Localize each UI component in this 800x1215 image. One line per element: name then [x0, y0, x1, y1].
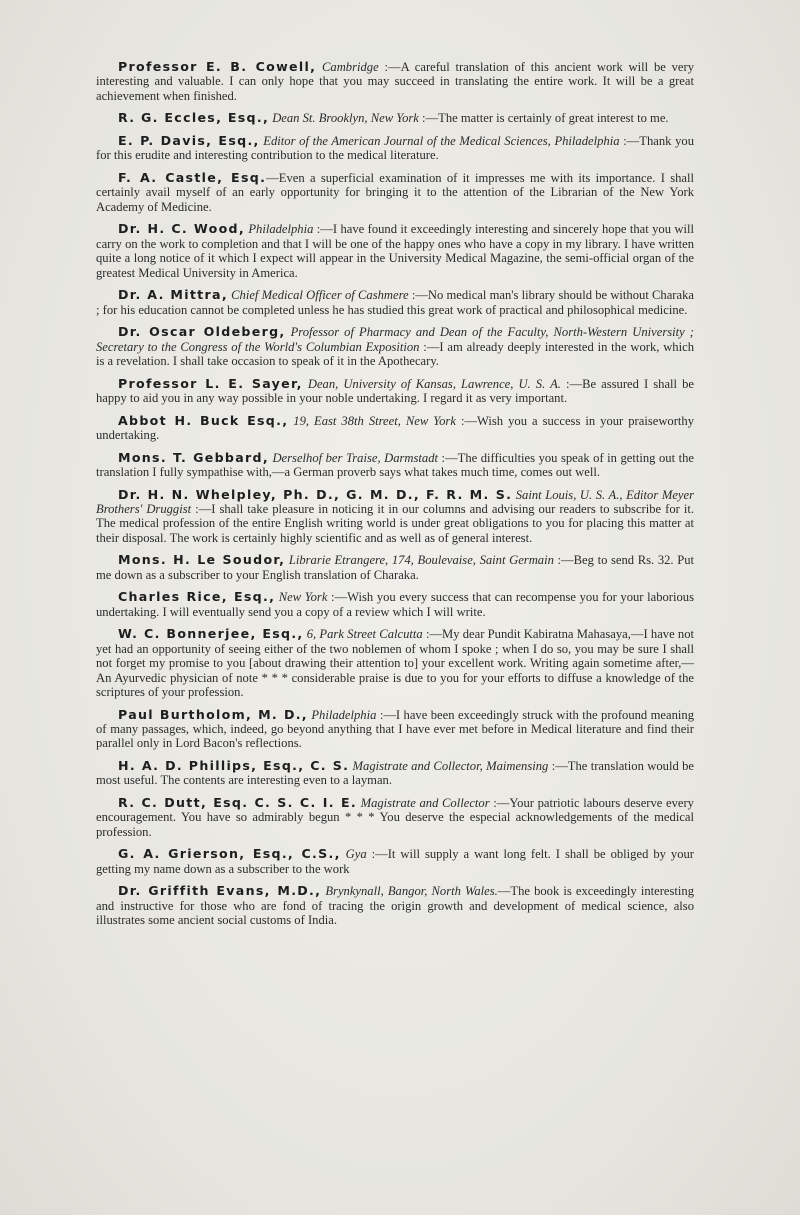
testimonial-text: :—Be assured I shall be happy to aid you in any way possible in your noble undertaking. I regard it as very important.	[96, 376, 694, 406]
testimonial	[96, 708, 694, 751]
person-title: Chief Medical Officer of Cashmere	[231, 288, 409, 303]
person-name: Dr. Oscar Oldeberg,	[118, 324, 286, 340]
testimonial-text: :—I am already deeply interested in the work, which is a revelation. I shall take occasion to speak of it in the Apothecary.	[96, 339, 694, 369]
person-name: W. C. Bonnerjee, Esq.,	[118, 626, 304, 642]
testimonial-text: :—I have been exceedingly struck with the profound meaning of many passages, which, indeed, go beyond anything that I have ever met before in Medical literature and find their parallel only in Lord Bacon's reflections.	[96, 707, 694, 751]
testimonial-text: :—My dear Pundit Kabiratna Mahasaya,—I have not yet had an opportunity of seeing either of the two noblemen of whom I spoke ; when I do so, you may be sure I shall not forget my promise to you [about drawing their attention to] your excellent work. Writing again sometime after,—An Ayurvedic physician of note * * * considerable praise is due to you for your efforts to diffuse a knowledge of the scriptures of your profession.	[96, 627, 695, 700]
person-title: Philadelphia	[248, 222, 314, 237]
testimonial-text: —Even a superficial examination of it impresses me with its importance. I shall certainly avail myself of an early opportunity for bringing it to the attention of the Librarian of the New York Academy of Medicine.	[96, 171, 694, 214]
person-title: Derselhof ber Traise, Darmstadt	[272, 450, 438, 465]
testimonial	[96, 414, 694, 443]
testimonial-text: :—I have found it exceedingly interesting and sincerely hope that you will carry on the work to completion and that I will be one of the happy ones who have a copy in my library. I have written quite a long notice of it which I expect will appear in the University Medical Magazine, the semi-official organ of the greatest Medical University in America.	[96, 222, 694, 280]
person-name: Mons. T. Gebbard,	[118, 449, 269, 465]
testimonial	[96, 627, 694, 699]
testimonial-text: :—Beg to send Rs. 32. Put me down as a subscriber to your English translation of Charaka.	[96, 553, 695, 582]
person-title: Dean St. Brooklyn, New York	[272, 111, 419, 126]
person-title: Editor of the American Journal of the Medical Sciences, Philadelphia	[263, 134, 620, 148]
person-name: Charles Rice, Esq.,	[118, 589, 276, 605]
testimonial	[96, 488, 694, 546]
testimonial	[96, 222, 694, 280]
person-title: Saint Louis, U. S. A., Editor Meyer Brothers' Druggist	[96, 487, 694, 517]
testimonial-text: :—The matter is certainly of great interest to me.	[422, 111, 669, 126]
person-name: Mons. H. Le Soudor,	[118, 552, 286, 568]
person-name: Professor L. E. Sayer,	[118, 375, 303, 391]
person-name: Dr. A. Mittra,	[118, 287, 228, 303]
testimonial-text: :—Thank you for this erudite and interesting contribution to the medical literature.	[96, 134, 695, 163]
person-name: E. P. Davis, Esq.,	[118, 133, 260, 148]
testimonial	[96, 796, 694, 839]
person-title: Magistrate and Collector	[360, 796, 490, 811]
testimonial	[96, 288, 694, 317]
person-title: Professor of Pharmacy and Dean of the Faculty, North-Western University ; Secretary to the Congress of the World's Columbian Exposition	[96, 325, 694, 354]
person-name: R. C. Dutt, Esq. C. S. C. I. E.	[118, 795, 357, 811]
person-name: Dr. H. N. Whelpley, Ph. D., G. M. D., F. R. M. S.	[118, 486, 513, 502]
person-name: Professor E. B. Cowell,	[118, 59, 317, 74]
testimonial-text: :—Wish you every success that can recompense you for your laborious undertaking. I will eventually send you a copy of a review which I will write.	[96, 590, 694, 619]
testimonial-text: :—The difficulties you speak of in getting out the translation I fully sympathise with,—a German proverb says what takes much time, comes out well.	[96, 450, 694, 480]
testimonial	[96, 111, 694, 125]
person-title: New York	[278, 590, 328, 605]
person-title: Philadelphia	[311, 707, 377, 722]
person-name: H. A. D. Phillips, Esq., C. S.	[118, 758, 350, 774]
testimonial-text: :—Your patriotic labours deserve every encouragement. You have so admirably begun * * * You deserve the especial acknowledgements of the medical profession.	[96, 796, 694, 839]
person-name: G. A. Grierson, Esq., C.S.,	[118, 846, 341, 862]
testimonial-text: :—I shall take pleasure in noticing it in our columns and advising our readers to subscribe for it. The medical profession of the entire English writing world is under great obligations to you for placing this matter at their disposal. The work is certainly highly scientific and as well as of general interest.	[96, 502, 694, 545]
person-title: Magistrate and Collector, Maimensing	[352, 759, 549, 774]
person-title: 6, Park Street Calcutta	[306, 627, 423, 642]
person-name: Dr. Griffith Evans, M.D.,	[118, 883, 322, 899]
testimonial-text: :—Wish you a success in your praiseworthy undertaking.	[96, 413, 694, 443]
testimonial	[96, 590, 694, 619]
testimonial	[96, 377, 694, 406]
person-name: Abbot H. Buck Esq.,	[118, 412, 289, 428]
person-name: F. A. Castle, Esq.	[118, 170, 267, 185]
person-name: Dr. H. C. Wood,	[118, 221, 245, 237]
person-title: Dean, University of Kansas, Lawrence, U. S. A.	[307, 376, 561, 391]
testimonial-text: :—No medical man's library should be without Charaka ; for his education cannot be completed unless he has studied this great work of practical and philosophical medicine.	[96, 288, 694, 317]
person-name: Paul Burtholom, M. D.,	[118, 706, 308, 722]
testimonial	[96, 325, 694, 368]
testimonial	[96, 847, 694, 876]
person-title: Librarie Etrangere, 174, Boulevaise, Saint Germain	[288, 553, 554, 568]
testimonial-text: :—A careful translation of this ancient work will be very interesting and valuable. I can only hope that you may succeed in translating the entire work. It will be a great achievement when finished.	[96, 60, 694, 103]
testimonial	[96, 60, 694, 103]
testimonial	[96, 759, 694, 788]
person-title: 19, East 38th Street, New York	[293, 413, 456, 428]
person-name: R. G. Eccles, Esq.,	[118, 110, 270, 126]
testimonial	[96, 884, 694, 927]
testimonial	[96, 451, 694, 480]
person-title: Cambridge	[322, 60, 379, 74]
testimonial	[96, 171, 694, 214]
testimonial-text: :—The translation would be most useful. The contents are interesting even to a layman.	[96, 759, 694, 788]
testimonials	[96, 60, 694, 936]
testimonial	[96, 553, 694, 582]
person-title: Brynkynall, Bangor, North Wales.	[325, 884, 498, 899]
testimonial	[96, 134, 694, 163]
testimonial-text: :—It will supply a want long felt. I shall be obliged by your getting my name down as a subscriber to the work	[96, 847, 694, 876]
person-title: Gya	[345, 847, 367, 862]
testimonial-text: —The book is exceedingly interesting and instructive for those who are fond of tracing the origin growth and development of medical science, also illustrates some ancient social customs of India.	[96, 884, 694, 928]
